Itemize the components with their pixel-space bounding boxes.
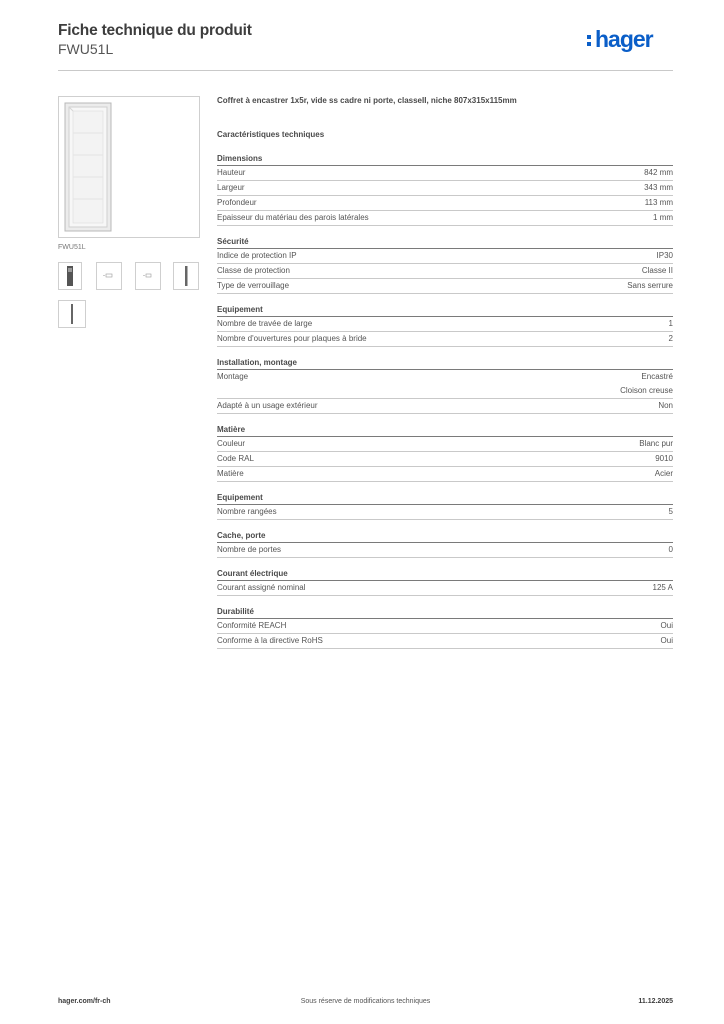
spec-value [661, 619, 673, 633]
spec-group-title: Sécurité [217, 235, 673, 249]
spec-row [217, 581, 673, 596]
spec-row [217, 181, 673, 196]
enclosure-illustration-icon [59, 97, 199, 237]
spec-value [669, 543, 673, 557]
spec-value [639, 437, 673, 451]
spec-value [620, 370, 673, 398]
spec-value-line: Acier [654, 469, 673, 478]
spec-value [642, 264, 673, 278]
spec-row [217, 452, 673, 467]
spec-value-line: Classe II [641, 266, 673, 275]
spec-group-title: Equipement [217, 491, 673, 505]
page-header [58, 22, 673, 71]
product-details [217, 96, 673, 658]
spec-row [217, 370, 673, 399]
spec-group-title: Equipement [217, 303, 673, 317]
thumbnail-side-view[interactable] [173, 262, 199, 290]
spec-value [661, 634, 673, 648]
spec-value-line: IP30 [656, 251, 673, 260]
spec-group [217, 491, 673, 520]
spec-group-title: Matière [217, 423, 673, 437]
spec-value-line: 1 [668, 319, 673, 328]
spec-row [217, 619, 673, 634]
spec-group [217, 235, 673, 294]
spec-value [645, 196, 673, 210]
thumbnail-dimension-drawing-2[interactable] [135, 262, 161, 290]
spec-label: Courant assigné nominal [217, 583, 306, 592]
spec-value-line: 5 [668, 507, 673, 516]
spec-value [657, 249, 673, 263]
hager-logo [587, 26, 673, 56]
spec-value-line: Blanc pur [639, 439, 673, 448]
spec-label: Montage [217, 372, 249, 381]
spec-label: Profondeur [217, 198, 257, 207]
spec-group-title: Courant électrique [217, 567, 673, 581]
spec-value-line: 842 mm [644, 168, 673, 177]
spec-row [217, 196, 673, 211]
spec-group-title: Installation, montage [217, 356, 673, 370]
product-image-label: FWU51L [58, 244, 86, 251]
spec-row [217, 249, 673, 264]
spec-row [217, 399, 673, 414]
spec-value-line: Oui [660, 621, 673, 630]
spec-value-line: Encastré [641, 372, 673, 381]
enclosure-front-icon [59, 263, 81, 289]
spec-group [217, 605, 673, 649]
spec-value-line: Non [658, 401, 673, 410]
thumbnail-front-view[interactable] [58, 262, 82, 290]
spec-row [217, 317, 673, 332]
spec-label: Adapté à un usage extérieur [217, 401, 318, 410]
spec-value-line: Sans serrure [627, 281, 673, 290]
page-footer [58, 998, 673, 1010]
spec-value-line: 343 mm [644, 183, 673, 192]
dimension-drawing-icon [97, 263, 121, 289]
enclosure-profile-icon [59, 301, 85, 327]
spec-label: Epaisseur du matériau des parois latérales [217, 213, 369, 222]
spec-row [217, 467, 673, 482]
spec-label: Matière [217, 469, 244, 478]
spec-value [653, 211, 673, 225]
spec-label: Largeur [217, 183, 245, 192]
spec-value [669, 317, 673, 331]
spec-label: Couleur [217, 439, 246, 448]
logo-dots-icon [587, 35, 592, 49]
spec-group-title: Cache, porte [217, 529, 673, 543]
spec-value [655, 452, 673, 466]
spec-value [653, 581, 673, 595]
spec-row [217, 543, 673, 558]
spec-label: Code RAL [217, 454, 254, 463]
spec-value-line: Cloison creuse [620, 386, 673, 395]
product-description: Coffret à encastrer 1x5r, vide ss cadre ni porte, classeII, niche 807x315x115mm [217, 96, 517, 105]
spec-value-line: 0 [668, 545, 673, 554]
spec-group [217, 303, 673, 347]
spec-row [217, 634, 673, 649]
spec-label: Type de verrouillage [217, 281, 290, 290]
spec-value [644, 166, 673, 180]
spec-label: Hauteur [217, 168, 246, 177]
spec-value [644, 181, 673, 195]
product-reference: FWU51L [58, 41, 114, 57]
spec-group [217, 529, 673, 558]
spec-label: Conformité REACH [217, 621, 287, 630]
footer-notice: Sous réserve de modifications techniques [300, 998, 431, 1005]
spec-label: Nombre de portes [217, 545, 282, 554]
spec-value-line: 2 [668, 334, 673, 343]
thumbnail-profile-view[interactable] [58, 300, 86, 328]
page-title: Fiche technique du produit [58, 22, 252, 39]
spec-value-line: 113 mm [644, 198, 673, 207]
spec-value [655, 467, 673, 481]
specs-title: Caractéristiques techniques [217, 130, 325, 139]
spec-value [627, 279, 673, 293]
spec-label: Indice de protection IP [217, 251, 297, 260]
spec-row [217, 264, 673, 279]
footer-website-link[interactable]: hager.com/fr-ch [58, 998, 111, 1005]
enclosure-side-icon [174, 263, 198, 289]
dimension-drawing-icon [136, 263, 160, 289]
spec-row [217, 211, 673, 226]
product-image [58, 96, 200, 238]
thumbnail-dimension-drawing-1[interactable] [96, 262, 122, 290]
spec-row [217, 505, 673, 520]
spec-row [217, 279, 673, 294]
spec-value [658, 399, 673, 413]
spec-row [217, 437, 673, 452]
spec-label: Nombre rangées [217, 507, 277, 516]
spec-label: Conforme à la directive RoHS [217, 636, 323, 645]
spec-value [669, 505, 673, 519]
spec-group-title: Dimensions [217, 152, 673, 166]
spec-group [217, 423, 673, 482]
spec-group [217, 567, 673, 596]
spec-groups [217, 152, 673, 649]
spec-row [217, 166, 673, 181]
spec-value-line: 9010 [655, 454, 673, 463]
spec-value [669, 332, 673, 346]
spec-row [217, 332, 673, 347]
footer-date: 11.12.2025 [638, 998, 673, 1005]
spec-group [217, 152, 673, 226]
spec-value-line: Oui [660, 636, 673, 645]
spec-value-line: 125 A [652, 583, 673, 592]
spec-value-line: 1 mm [653, 213, 673, 222]
spec-label: Nombre d'ouvertures pour plaques à bride [217, 334, 367, 343]
spec-group-title: Durabilité [217, 605, 673, 619]
spec-group [217, 356, 673, 414]
spec-label: Nombre de travée de large [217, 319, 313, 328]
logo-text: hager [595, 26, 653, 52]
spec-label: Classe de protection [217, 266, 290, 275]
